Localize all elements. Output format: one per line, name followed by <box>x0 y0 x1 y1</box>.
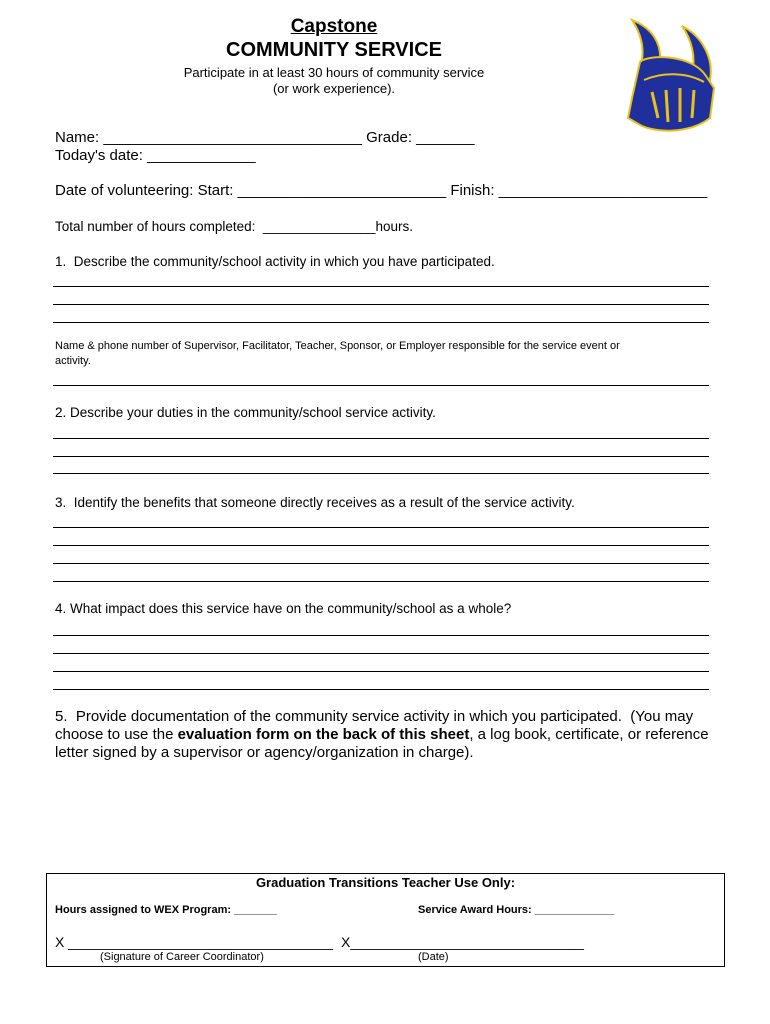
name-grade-field[interactable]: Name: _______________________________ Grade: _______ <box>55 129 475 146</box>
coordinator-signature-field[interactable]: X __________________________________ <box>55 934 333 950</box>
answer-line[interactable] <box>53 563 709 564</box>
answer-line[interactable] <box>53 635 709 636</box>
date-caption: (Date) <box>418 951 449 963</box>
answer-line[interactable] <box>53 671 709 672</box>
instruction-line-2: (or work experience). <box>272 81 396 96</box>
viking-logo <box>622 18 718 134</box>
answer-line[interactable] <box>53 456 709 457</box>
q5-bold-text: evaluation form on the back of this sheet <box>177 726 470 743</box>
answer-line[interactable] <box>53 286 709 287</box>
answer-line[interactable] <box>53 689 709 690</box>
question-4: 4. What impact does this service have on the community/school as a whole? <box>55 601 512 616</box>
question-1: 1. Describe the community/school activity in which you have participated. <box>55 254 495 269</box>
signature-date-field[interactable]: X______________________________ <box>341 934 584 950</box>
teacher-box-heading: Graduation Transitions Teacher Use Only: <box>255 875 516 890</box>
answer-line[interactable] <box>53 438 709 439</box>
answer-line[interactable] <box>53 581 709 582</box>
todays-date-field[interactable]: Today's date: _____________ <box>55 147 256 164</box>
answer-line[interactable] <box>53 527 709 528</box>
supervisor-prompt-line-2: activity. <box>55 355 91 367</box>
signature-caption: (Signature of Career Coordinator) <box>100 951 264 963</box>
question-5-line-2 <box>55 726 709 743</box>
award-hours-field[interactable]: Service Award Hours: _____________ <box>418 904 615 916</box>
form-title: Capstone <box>290 16 378 37</box>
answer-line[interactable] <box>53 473 709 474</box>
supervisor-prompt-line-1: Name & phone number of Supervisor, Facilitator, Teacher, Sponsor, or Employer responsible for the service event or <box>55 340 620 352</box>
question-3: 3. Identify the benefits that someone directly receives as a result of the service activity. <box>55 495 575 510</box>
q5-text: choose to use the <box>55 726 178 743</box>
question-5-line-3: letter signed by a supervisor or agency/organization in charge). <box>55 744 474 761</box>
form-subtitle: COMMUNITY SERVICE <box>226 39 442 61</box>
volunteer-dates-field[interactable]: Date of volunteering: Start: _________________________ Finish: _________________________ <box>55 182 708 199</box>
answer-line[interactable] <box>53 385 709 386</box>
question-2: 2. Describe your duties in the community/school service activity. <box>55 405 436 420</box>
instruction-line-1: Participate in at least 30 hours of community service <box>183 65 485 80</box>
question-5-line-1: 5. Provide documentation of the community service activity in which you participated. (You may <box>55 708 694 725</box>
answer-line[interactable] <box>53 545 709 546</box>
wex-hours-field[interactable]: Hours assigned to WEX Program: _______ <box>55 904 277 916</box>
q5-text: , a log book, certificate, or reference <box>469 726 709 743</box>
answer-line[interactable] <box>53 653 709 654</box>
answer-line[interactable] <box>53 304 709 305</box>
answer-line[interactable] <box>53 322 709 323</box>
total-hours-field[interactable]: Total number of hours completed: _______________hours. <box>55 219 414 234</box>
